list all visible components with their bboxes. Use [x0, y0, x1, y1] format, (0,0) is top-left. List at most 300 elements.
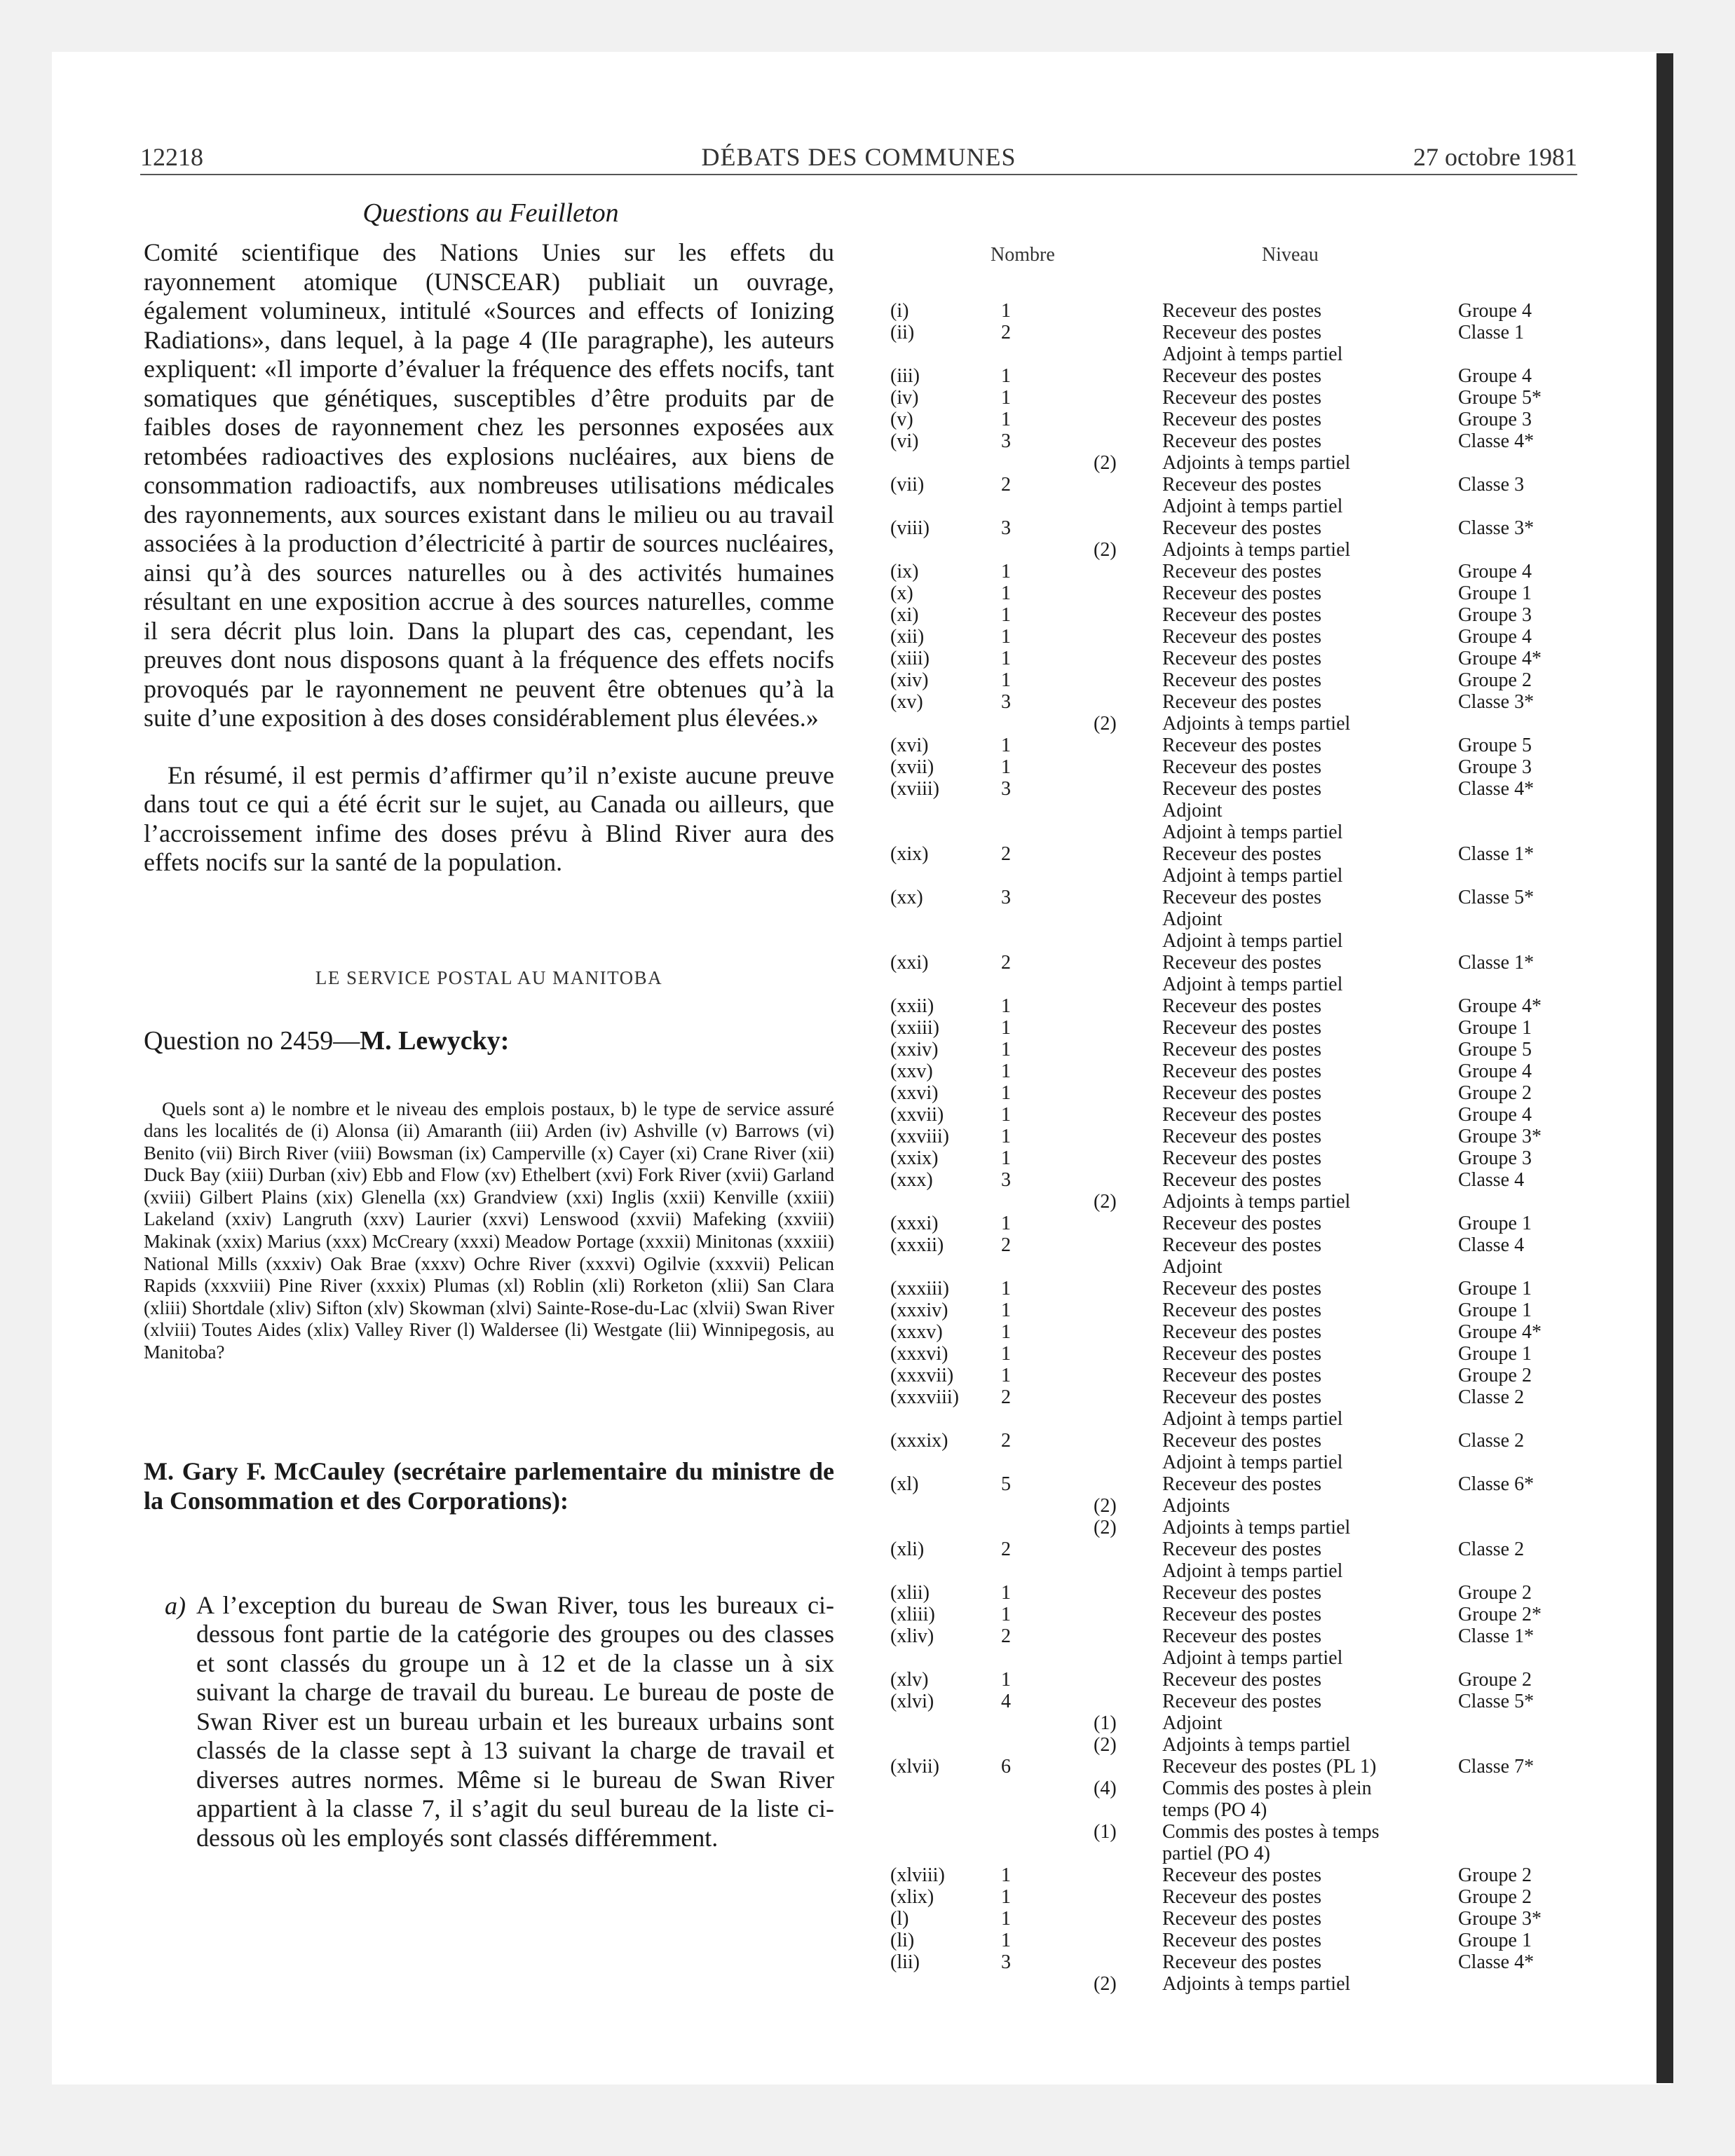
- row-count: 2: [1001, 843, 1011, 865]
- row-classification: Groupe 1: [1458, 1017, 1532, 1039]
- row-count: 1: [1001, 735, 1011, 756]
- table-row: [890, 1213, 1591, 1234]
- row-classification: Groupe 5: [1458, 735, 1532, 756]
- row-position: Adjoints à temps partiel: [1162, 1973, 1351, 1995]
- row-position: Receveur des postes: [1162, 1082, 1322, 1104]
- row-classification: Classe 2: [1458, 1430, 1525, 1452]
- row-count: 1: [1001, 1343, 1011, 1365]
- row-number: (xxxix): [890, 1430, 948, 1452]
- row-count: 1: [1001, 1017, 1011, 1039]
- row-subcount: (1): [1094, 1712, 1117, 1734]
- page-date: 27 octobre 1981: [1413, 143, 1577, 171]
- row-number: (l): [890, 1908, 909, 1930]
- row-position: Receveur des postes: [1162, 1213, 1322, 1234]
- table-row: [890, 1647, 1591, 1669]
- row-subcount: (2): [1094, 452, 1117, 474]
- row-classification: Groupe 1: [1458, 582, 1532, 604]
- row-position: Adjoint à temps partiel: [1162, 821, 1343, 843]
- row-count: 1: [1001, 561, 1011, 582]
- row-count: 1: [1001, 1126, 1011, 1147]
- row-classification: Classe 1: [1458, 322, 1525, 343]
- row-number: (xxx): [890, 1169, 933, 1191]
- row-classification: Groupe 2: [1458, 1082, 1532, 1104]
- row-number: (ix): [890, 561, 919, 582]
- answer-item: [144, 1591, 834, 1853]
- table-row: [890, 1321, 1591, 1343]
- row-count: 1: [1001, 1321, 1011, 1343]
- table-row: [890, 1843, 1591, 1864]
- row-count: 1: [1001, 995, 1011, 1017]
- row-position: Receveur des postes: [1162, 1886, 1322, 1908]
- row-position: Adjoints à temps partiel: [1162, 1517, 1351, 1538]
- table-row: [890, 1082, 1591, 1104]
- row-classification: Classe 7*: [1458, 1756, 1535, 1778]
- row-subcount: (1): [1094, 1821, 1117, 1843]
- table-row: [890, 343, 1591, 365]
- row-position: Receveur des postes: [1162, 365, 1322, 387]
- table-row: [890, 1582, 1591, 1604]
- table-row: [890, 1473, 1591, 1495]
- row-number: (lii): [890, 1951, 920, 1973]
- row-position: Adjoints à temps partiel: [1162, 1191, 1351, 1213]
- row-classification: Classe 4*: [1458, 430, 1535, 452]
- row-number: (xli): [890, 1538, 925, 1560]
- table-row: [890, 452, 1591, 474]
- row-position: Receveur des postes: [1162, 1299, 1322, 1321]
- table-row: [890, 517, 1591, 539]
- row-count: 1: [1001, 1299, 1011, 1321]
- row-position: Receveur des postes: [1162, 1691, 1322, 1712]
- row-count: 1: [1001, 365, 1011, 387]
- row-classification: Groupe 2*: [1458, 1604, 1542, 1625]
- table-row: [890, 1017, 1591, 1039]
- row-number: (li): [890, 1930, 915, 1951]
- row-classification: Groupe 1: [1458, 1299, 1532, 1321]
- table-row: [890, 974, 1591, 995]
- row-position: Receveur des postes: [1162, 1017, 1322, 1039]
- row-position: Adjoint à temps partiel: [1162, 343, 1343, 365]
- row-position: Adjoint à temps partiel: [1162, 1408, 1343, 1430]
- header-rule: [140, 174, 1577, 175]
- row-number: (viii): [890, 517, 930, 539]
- section-title: Questions au Feuilleton: [362, 198, 619, 228]
- paragraph-summary: En résumé, il est permis d’affirmer qu’il n’existe aucune preuve dans tout ce qui a été écrit sur le sujet, au Canada ou ailleurs, que l’accroissement infime des doses prévu à Blind River aura des effets nocifs sur la santé de la population.: [144, 760, 834, 876]
- row-classification: Groupe 5*: [1458, 387, 1542, 409]
- table-row: [890, 582, 1591, 604]
- table-row: [890, 1538, 1591, 1560]
- table-row: [890, 1452, 1591, 1473]
- row-classification: Groupe 2: [1458, 1365, 1532, 1386]
- row-count: 3: [1001, 887, 1011, 908]
- row-position: Receveur des postes: [1162, 1930, 1322, 1951]
- row-subcount: (2): [1094, 1734, 1117, 1756]
- row-number: (vi): [890, 430, 919, 452]
- row-position: Commis des postes à plein: [1162, 1778, 1372, 1799]
- table-row: [890, 995, 1591, 1017]
- row-number: (vii): [890, 474, 925, 496]
- table-row: [890, 365, 1591, 387]
- table-row: [890, 1799, 1591, 1821]
- table-row: [890, 887, 1591, 908]
- row-count: 1: [1001, 1908, 1011, 1930]
- row-number: (ii): [890, 322, 915, 343]
- table-row: [890, 1517, 1591, 1538]
- row-count: 1: [1001, 1365, 1011, 1386]
- row-count: 2: [1001, 1430, 1011, 1452]
- row-position: Receveur des postes: [1162, 1430, 1322, 1452]
- row-classification: Classe 6*: [1458, 1473, 1535, 1495]
- table-row: [890, 1560, 1591, 1582]
- row-position: Receveur des postes: [1162, 735, 1322, 756]
- row-number: (xxxiv): [890, 1299, 948, 1321]
- row-number: (xii): [890, 626, 925, 648]
- row-classification: Classe 4*: [1458, 778, 1535, 800]
- row-count: 2: [1001, 1538, 1011, 1560]
- row-classification: Classe 5*: [1458, 1691, 1535, 1712]
- row-position: Receveur des postes: [1162, 561, 1322, 582]
- table-row: [890, 1821, 1591, 1843]
- row-position: Adjoints: [1162, 1495, 1230, 1517]
- row-position: Receveur des postes: [1162, 322, 1322, 343]
- row-position: Receveur des postes: [1162, 517, 1322, 539]
- row-position: Receveur des postes: [1162, 887, 1322, 908]
- table-row: [890, 387, 1591, 409]
- row-classification: Classe 5*: [1458, 887, 1535, 908]
- row-position: Receveur des postes: [1162, 1951, 1322, 1973]
- row-count: 1: [1001, 1864, 1011, 1886]
- row-number: (xxxviii): [890, 1386, 959, 1408]
- row-number: (xlvii): [890, 1756, 939, 1778]
- row-position: Adjoints à temps partiel: [1162, 713, 1351, 735]
- table-row: [890, 1625, 1591, 1647]
- row-count: 5: [1001, 1473, 1011, 1495]
- row-position: Receveur des postes: [1162, 995, 1322, 1017]
- table-row: [890, 1408, 1591, 1430]
- table-row: [890, 1104, 1591, 1126]
- row-number: (xvi): [890, 735, 929, 756]
- row-count: 3: [1001, 517, 1011, 539]
- table-row: [890, 1256, 1591, 1278]
- row-classification: Groupe 5: [1458, 1039, 1532, 1060]
- row-number: (iii): [890, 365, 920, 387]
- row-number: (xxxi): [890, 1213, 939, 1234]
- scan-edge-bar: [1656, 53, 1673, 2083]
- row-position: Receveur des postes: [1162, 1060, 1322, 1082]
- table-row: [890, 691, 1591, 713]
- row-number: (xlii): [890, 1582, 930, 1604]
- row-position: Receveur des postes: [1162, 1278, 1322, 1299]
- row-classification: Classe 1*: [1458, 952, 1535, 974]
- row-number: (xv): [890, 691, 923, 713]
- row-count: 1: [1001, 582, 1011, 604]
- row-subcount: (2): [1094, 1517, 1117, 1538]
- subheading: LE SERVICE POSTAL AU MANITOBA: [315, 967, 663, 988]
- row-classification: Groupe 3: [1458, 756, 1532, 778]
- row-count: 1: [1001, 669, 1011, 691]
- row-number: (xx): [890, 887, 923, 908]
- table-row: [890, 1951, 1591, 1973]
- row-number: (xxv): [890, 1060, 933, 1082]
- table-row: [890, 300, 1591, 322]
- row-classification: Classe 4: [1458, 1234, 1525, 1256]
- row-classification: Groupe 3*: [1458, 1126, 1542, 1147]
- table-row: [890, 1712, 1591, 1734]
- row-count: 4: [1001, 1691, 1011, 1712]
- row-classification: Classe 3*: [1458, 691, 1535, 713]
- row-number: (xi): [890, 604, 919, 626]
- row-count: 1: [1001, 1582, 1011, 1604]
- row-number: (i): [890, 300, 909, 322]
- row-classification: Classe 4*: [1458, 1951, 1535, 1973]
- row-position: Adjoint à temps partiel: [1162, 1452, 1343, 1473]
- row-classification: Groupe 2: [1458, 1864, 1532, 1886]
- table-row: [890, 1234, 1591, 1256]
- page-header: [140, 142, 1577, 177]
- column-header-level: Niveau: [1262, 244, 1319, 266]
- table-row: [890, 1495, 1591, 1517]
- row-number: (xxvi): [890, 1082, 939, 1104]
- row-position: Adjoint à temps partiel: [1162, 496, 1343, 517]
- row-position: Adjoint à temps partiel: [1162, 974, 1343, 995]
- row-position: Receveur des postes: [1162, 1604, 1322, 1625]
- row-classification: Groupe 3: [1458, 604, 1532, 626]
- left-column: [144, 238, 834, 1853]
- row-classification: Groupe 4: [1458, 1060, 1532, 1082]
- row-classification: Groupe 4*: [1458, 1321, 1542, 1343]
- row-classification: Classe 1*: [1458, 1625, 1535, 1647]
- row-position: Receveur des postes: [1162, 409, 1322, 430]
- row-subcount: (2): [1094, 1973, 1117, 1995]
- row-classification: Classe 4: [1458, 1169, 1525, 1191]
- row-count: 1: [1001, 1147, 1011, 1169]
- row-count: 2: [1001, 952, 1011, 974]
- table-row: [890, 778, 1591, 800]
- row-number: (xxviii): [890, 1126, 949, 1147]
- row-subcount: (2): [1094, 713, 1117, 735]
- table-row: [890, 1604, 1591, 1625]
- row-count: 1: [1001, 1039, 1011, 1060]
- row-classification: Groupe 1: [1458, 1343, 1532, 1365]
- row-position: Adjoint à temps partiel: [1162, 1560, 1343, 1582]
- row-count: 3: [1001, 691, 1011, 713]
- answer-item-label: a): [165, 1591, 186, 1620]
- table-row: [890, 1430, 1591, 1452]
- row-number: (xxxvii): [890, 1365, 954, 1386]
- table-row: [890, 1778, 1591, 1799]
- row-classification: Groupe 4: [1458, 561, 1532, 582]
- row-position: Receveur des postes (PL 1): [1162, 1756, 1377, 1778]
- row-position: Receveur des postes: [1162, 1538, 1322, 1560]
- row-number: (xix): [890, 843, 929, 865]
- table-row: [890, 1691, 1591, 1712]
- row-count: 3: [1001, 430, 1011, 452]
- row-number: (xlviii): [890, 1864, 945, 1886]
- table-row: [890, 322, 1591, 343]
- table-row: [890, 1930, 1591, 1951]
- row-position: Adjoint: [1162, 908, 1223, 930]
- row-position: temps (PO 4): [1162, 1799, 1267, 1821]
- row-count: 1: [1001, 387, 1011, 409]
- row-position: Receveur des postes: [1162, 1908, 1322, 1930]
- row-position: Receveur des postes: [1162, 1582, 1322, 1604]
- reply-speaker: M. Gary F. McCauley (secrétaire parlementaire du ministre de la Consommation et des Corporations):: [144, 1456, 834, 1515]
- table-row: [890, 1756, 1591, 1778]
- row-position: Receveur des postes: [1162, 474, 1322, 496]
- row-subcount: (2): [1094, 539, 1117, 561]
- row-count: 6: [1001, 1756, 1011, 1778]
- row-position: Adjoint: [1162, 800, 1223, 821]
- row-position: Receveur des postes: [1162, 1625, 1322, 1647]
- row-position: Receveur des postes: [1162, 626, 1322, 648]
- table-row: [890, 1365, 1591, 1386]
- row-count: 1: [1001, 1886, 1011, 1908]
- row-count: 2: [1001, 1234, 1011, 1256]
- row-count: 1: [1001, 409, 1011, 430]
- table-row: [890, 669, 1591, 691]
- answer-item-text: A l’exception du bureau de Swan River, tous les bureaux ci-dessous font partie de la catégorie des groupes ou des classes et sont classés du groupe un à 12 et de la classe un à six suivant la charge de travail du bureau. Le bureau de poste de Swan River est un bureau urbain et les bureaux urbains sont classés de la classe sept à 13 suivant la charge de travail et diverses autres normes. Même si le bureau de Swan River appartient à la classe 7, il s’agit du seul bureau de la liste ci-dessous où les employés sont classés différemment.: [196, 1590, 834, 1852]
- row-position: Adjoint: [1162, 1712, 1223, 1734]
- row-classification: Groupe 3: [1458, 1147, 1532, 1169]
- row-number: (xiii): [890, 648, 930, 669]
- row-position: Receveur des postes: [1162, 1104, 1322, 1126]
- row-number: (xviii): [890, 778, 939, 800]
- row-subcount: (2): [1094, 1191, 1117, 1213]
- row-position: Adjoint à temps partiel: [1162, 930, 1343, 952]
- row-classification: Groupe 1: [1458, 1278, 1532, 1299]
- row-position: Adjoint à temps partiel: [1162, 1647, 1343, 1669]
- row-number: (xl): [890, 1473, 919, 1495]
- table-row: [890, 756, 1591, 778]
- row-number: (xxii): [890, 995, 934, 1017]
- row-position: Receveur des postes: [1162, 604, 1322, 626]
- row-position: Receveur des postes: [1162, 1321, 1322, 1343]
- table-row: [890, 1060, 1591, 1082]
- row-position: Receveur des postes: [1162, 756, 1322, 778]
- row-number: (xvii): [890, 756, 934, 778]
- table-row: [890, 626, 1591, 648]
- row-count: 3: [1001, 1169, 1011, 1191]
- table-row: [890, 496, 1591, 517]
- table-row: [890, 1734, 1591, 1756]
- row-number: (xlv): [890, 1669, 929, 1691]
- row-position: Receveur des postes: [1162, 1126, 1322, 1147]
- row-number: (x): [890, 582, 913, 604]
- row-position: Adjoints à temps partiel: [1162, 452, 1351, 474]
- table-row: [890, 930, 1591, 952]
- row-number: (xxi): [890, 952, 929, 974]
- paragraph-quote: Comité scientifique des Nations Unies sur les effets du rayonnement atomique (UNSCEAR) publiait un ouvrage, également volumineux, intitulé «Sources and effects of Ionizing Radiations», dans lequel, à la page 4 (IIe paragraphe), les auteurs expliquent: «Il importe d’évaluer la fréquence des effets nocifs, tant somatiques que génétiques, susceptibles d’être produits par de faibles doses de rayonnement chez les personnes exposées aux retombées radioactives des explosions nucléaires, aux biens de consommation radioactifs, aux nombreuses utilisations médicales des rayonnements, aux sources existant dans le milieu ou au travail associées à la production d’électricité à partir de sources nucléaires, ainsi qu’à des sources naturelles ou à des activités humaines résultant en une exposition accrue à des sources naturelles, comme il sera décrit plus loin. Dans la plupart des cas, cependant, les preuves dont nous disposons quant à la fréquence des effets nocifs provoqués par le rayonnement ne peuvent être obtenues qu’à la suite d’une exposition à des doses considérablement plus élevées.»: [144, 238, 834, 732]
- table-row: [890, 539, 1591, 561]
- row-number: (xxvii): [890, 1104, 944, 1126]
- table-row: [890, 409, 1591, 430]
- row-count: 1: [1001, 756, 1011, 778]
- question-member: M. Lewycky:: [360, 1025, 510, 1056]
- row-number: (xxxvi): [890, 1343, 948, 1365]
- table-row: [890, 1908, 1591, 1930]
- row-count: 2: [1001, 322, 1011, 343]
- row-position: Receveur des postes: [1162, 1864, 1322, 1886]
- row-position: Receveur des postes: [1162, 300, 1322, 322]
- row-count: 1: [1001, 1213, 1011, 1234]
- row-count: 1: [1001, 1082, 1011, 1104]
- row-count: 2: [1001, 1625, 1011, 1647]
- row-position: Receveur des postes: [1162, 1669, 1322, 1691]
- column-header-count: Nombre: [991, 244, 1055, 266]
- row-classification: Classe 2: [1458, 1386, 1525, 1408]
- row-count: 1: [1001, 300, 1011, 322]
- row-number: (xxix): [890, 1147, 939, 1169]
- row-position: Receveur des postes: [1162, 1386, 1322, 1408]
- question-heading: [144, 1025, 834, 1056]
- row-position: Receveur des postes: [1162, 1473, 1322, 1495]
- row-classification: Groupe 2: [1458, 1886, 1532, 1908]
- row-classification: Groupe 4: [1458, 365, 1532, 387]
- row-number: (xxxv): [890, 1321, 943, 1343]
- table-row: [890, 604, 1591, 626]
- row-number: (xlvi): [890, 1691, 934, 1712]
- table-row: [890, 648, 1591, 669]
- row-position: Receveur des postes: [1162, 1365, 1322, 1386]
- table-row: [890, 713, 1591, 735]
- table-row: [890, 561, 1591, 582]
- row-number: (xxxii): [890, 1234, 944, 1256]
- table-row: [890, 1126, 1591, 1147]
- row-number: (xxxiii): [890, 1278, 949, 1299]
- row-position: Adjoint à temps partiel: [1162, 865, 1343, 887]
- row-number: (xliii): [890, 1604, 935, 1625]
- table-row: [890, 1278, 1591, 1299]
- row-position: Receveur des postes: [1162, 430, 1322, 452]
- row-count: 1: [1001, 1930, 1011, 1951]
- row-classification: Groupe 1: [1458, 1930, 1532, 1951]
- table-row: [890, 1973, 1591, 1995]
- table-row: [890, 430, 1591, 452]
- row-position: Receveur des postes: [1162, 1147, 1322, 1169]
- row-classification: Classe 3: [1458, 474, 1525, 496]
- publication-title: DÉBATS DES COMMUNES: [701, 143, 1016, 171]
- row-position: Receveur des postes: [1162, 1234, 1322, 1256]
- table-row: [890, 1343, 1591, 1365]
- row-number: (xxiii): [890, 1017, 939, 1039]
- table-row: [890, 1191, 1591, 1213]
- row-position: Receveur des postes: [1162, 952, 1322, 974]
- row-count: 3: [1001, 778, 1011, 800]
- row-subcount: (4): [1094, 1778, 1117, 1799]
- row-count: 1: [1001, 626, 1011, 648]
- row-count: 2: [1001, 474, 1011, 496]
- row-position: Adjoints à temps partiel: [1162, 1734, 1351, 1756]
- table-row: [890, 1386, 1591, 1408]
- row-position: partiel (PO 4): [1162, 1843, 1270, 1864]
- row-count: 1: [1001, 1060, 1011, 1082]
- row-classification: Groupe 4*: [1458, 648, 1542, 669]
- row-classification: Groupe 1: [1458, 1213, 1532, 1234]
- row-classification: Groupe 3*: [1458, 1908, 1542, 1930]
- row-classification: Groupe 4*: [1458, 995, 1542, 1017]
- row-classification: Groupe 4: [1458, 626, 1532, 648]
- row-number: (v): [890, 409, 913, 430]
- row-count: 1: [1001, 1278, 1011, 1299]
- row-classification: Groupe 2: [1458, 1669, 1532, 1691]
- table-row: [890, 843, 1591, 865]
- row-number: (xlix): [890, 1886, 934, 1908]
- table-row: [890, 1147, 1591, 1169]
- row-classification: Classe 1*: [1458, 843, 1535, 865]
- row-position: Receveur des postes: [1162, 387, 1322, 409]
- row-count: 1: [1001, 648, 1011, 669]
- row-classification: Groupe 4: [1458, 1104, 1532, 1126]
- row-position: Receveur des postes: [1162, 1343, 1322, 1365]
